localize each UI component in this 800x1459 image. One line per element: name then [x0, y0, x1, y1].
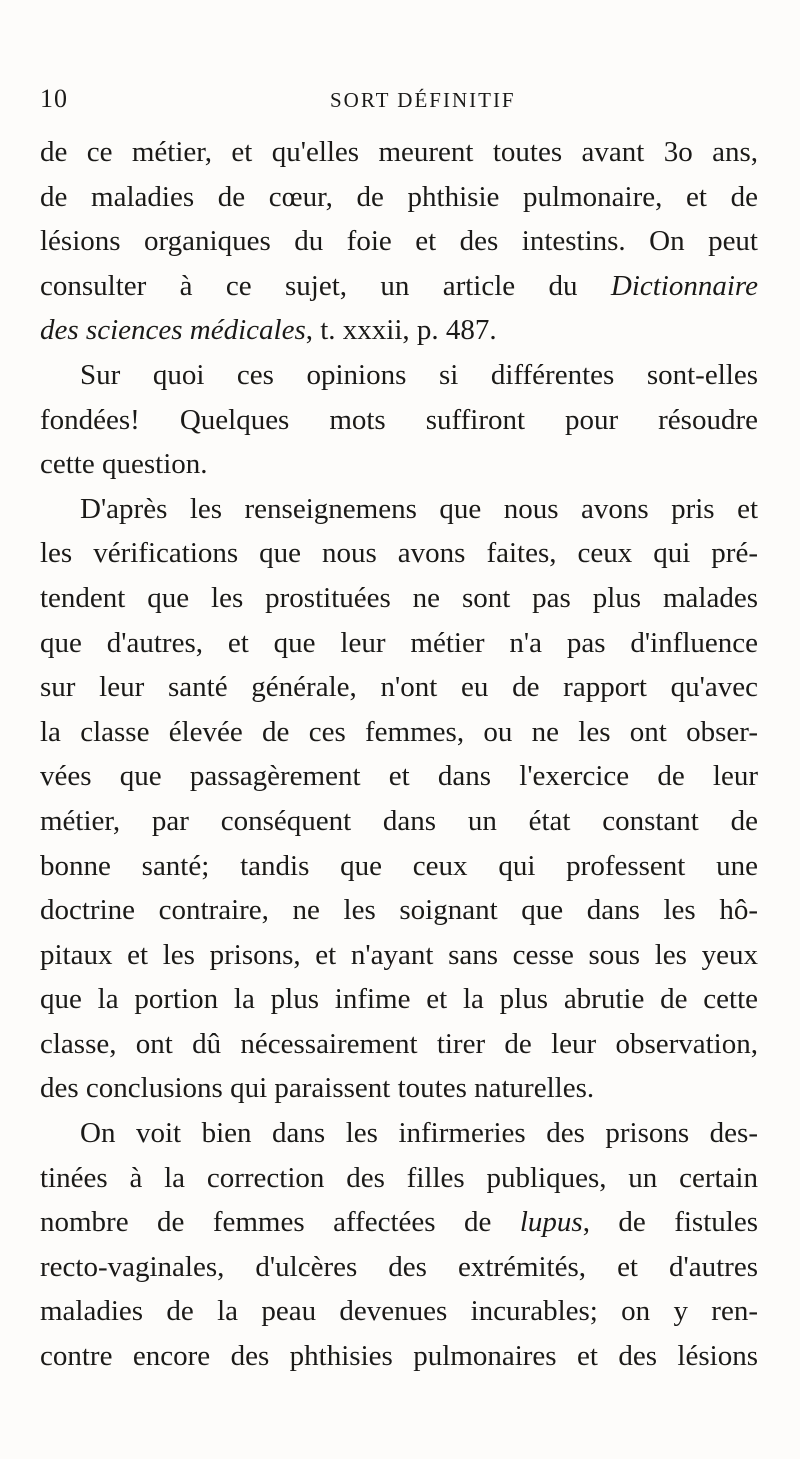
italic-term: lupus: [519, 1206, 583, 1239]
text-line: [40, 308, 758, 353]
text-line: sur leur santé générale, n'ont eu de rapport qu'avec: [40, 671, 758, 704]
italic-title: des sciences médicales: [40, 314, 306, 347]
text-segment: consulter à ce sujet, un article du: [40, 269, 611, 302]
text-line: de ce métier, et qu'elles meurent toutes avant 3o ans,: [40, 136, 758, 168]
text-segment: , t. xxxii, p. 487.: [305, 314, 497, 347]
text-line: doctrine contraire, ne les soignant que dans les hô-: [40, 894, 758, 927]
text-line: maladies de la peau devenues incurables; on y ren-: [40, 1295, 758, 1328]
text-line: fondées! Quelques mots suffiront pour résoudre: [40, 403, 758, 436]
text-line: métier, par conséquent dans un état constant de: [40, 804, 758, 837]
text-line: la classe élevée de ces femmes, ou ne les ont obser-: [40, 715, 758, 748]
text-line: des conclusions qui paraissent toutes naturelles.: [40, 1072, 595, 1105]
text-line: [40, 264, 758, 309]
text-line: contre encore des phthisies pulmonaires et des lésions: [40, 1340, 758, 1373]
body-text: [40, 130, 758, 1379]
text-line: lésions organiques du foie et des intestins. On peut: [40, 225, 758, 258]
text-line: de maladies de cœur, de phthisie pulmonaire, et de: [40, 180, 758, 213]
italic-title: Dictionnaire: [610, 269, 758, 302]
text-line: vées que passagèrement et dans l'exercice de leur: [40, 760, 758, 793]
text-line: tinées à la correction des filles publiques, un certain: [40, 1161, 758, 1194]
running-head: [40, 84, 760, 118]
text-line: pitaux et les prisons, et n'ayant sans cesse sous les yeux: [40, 938, 758, 971]
text-line: que la portion la plus infime et la plus abrutie de cette: [40, 983, 758, 1016]
text-line: tendent que les prostituées ne sont pas plus malades: [40, 581, 758, 614]
text-line: [40, 1200, 758, 1245]
text-segment: , de fistules: [582, 1206, 758, 1239]
text-line: On voit bien dans les infirmeries des prisons des-: [80, 1117, 758, 1150]
text-line: les vérifications que nous avons faites, ceux qui pré-: [40, 537, 758, 570]
text-line: cette question.: [40, 448, 208, 481]
text-line: classe, ont dû nécessairement tirer de leur observation,: [40, 1027, 758, 1060]
page-number: 10: [40, 84, 68, 113]
text-line: D'après les renseignemens que nous avons pris et: [80, 492, 758, 525]
text-line: bonne santé; tandis que ceux qui professent une: [40, 849, 758, 882]
text-line: que d'autres, et que leur métier n'a pas d'influence: [40, 626, 758, 659]
text-line: Sur quoi ces opinions si différentes sont-elles: [80, 358, 758, 391]
text-segment: nombre de femmes affectées de: [40, 1206, 520, 1239]
text-line: recto-vaginales, d'ulcères des extrémités, et d'autres: [40, 1250, 758, 1283]
running-title: SORT DÉFINITIF: [330, 88, 516, 112]
